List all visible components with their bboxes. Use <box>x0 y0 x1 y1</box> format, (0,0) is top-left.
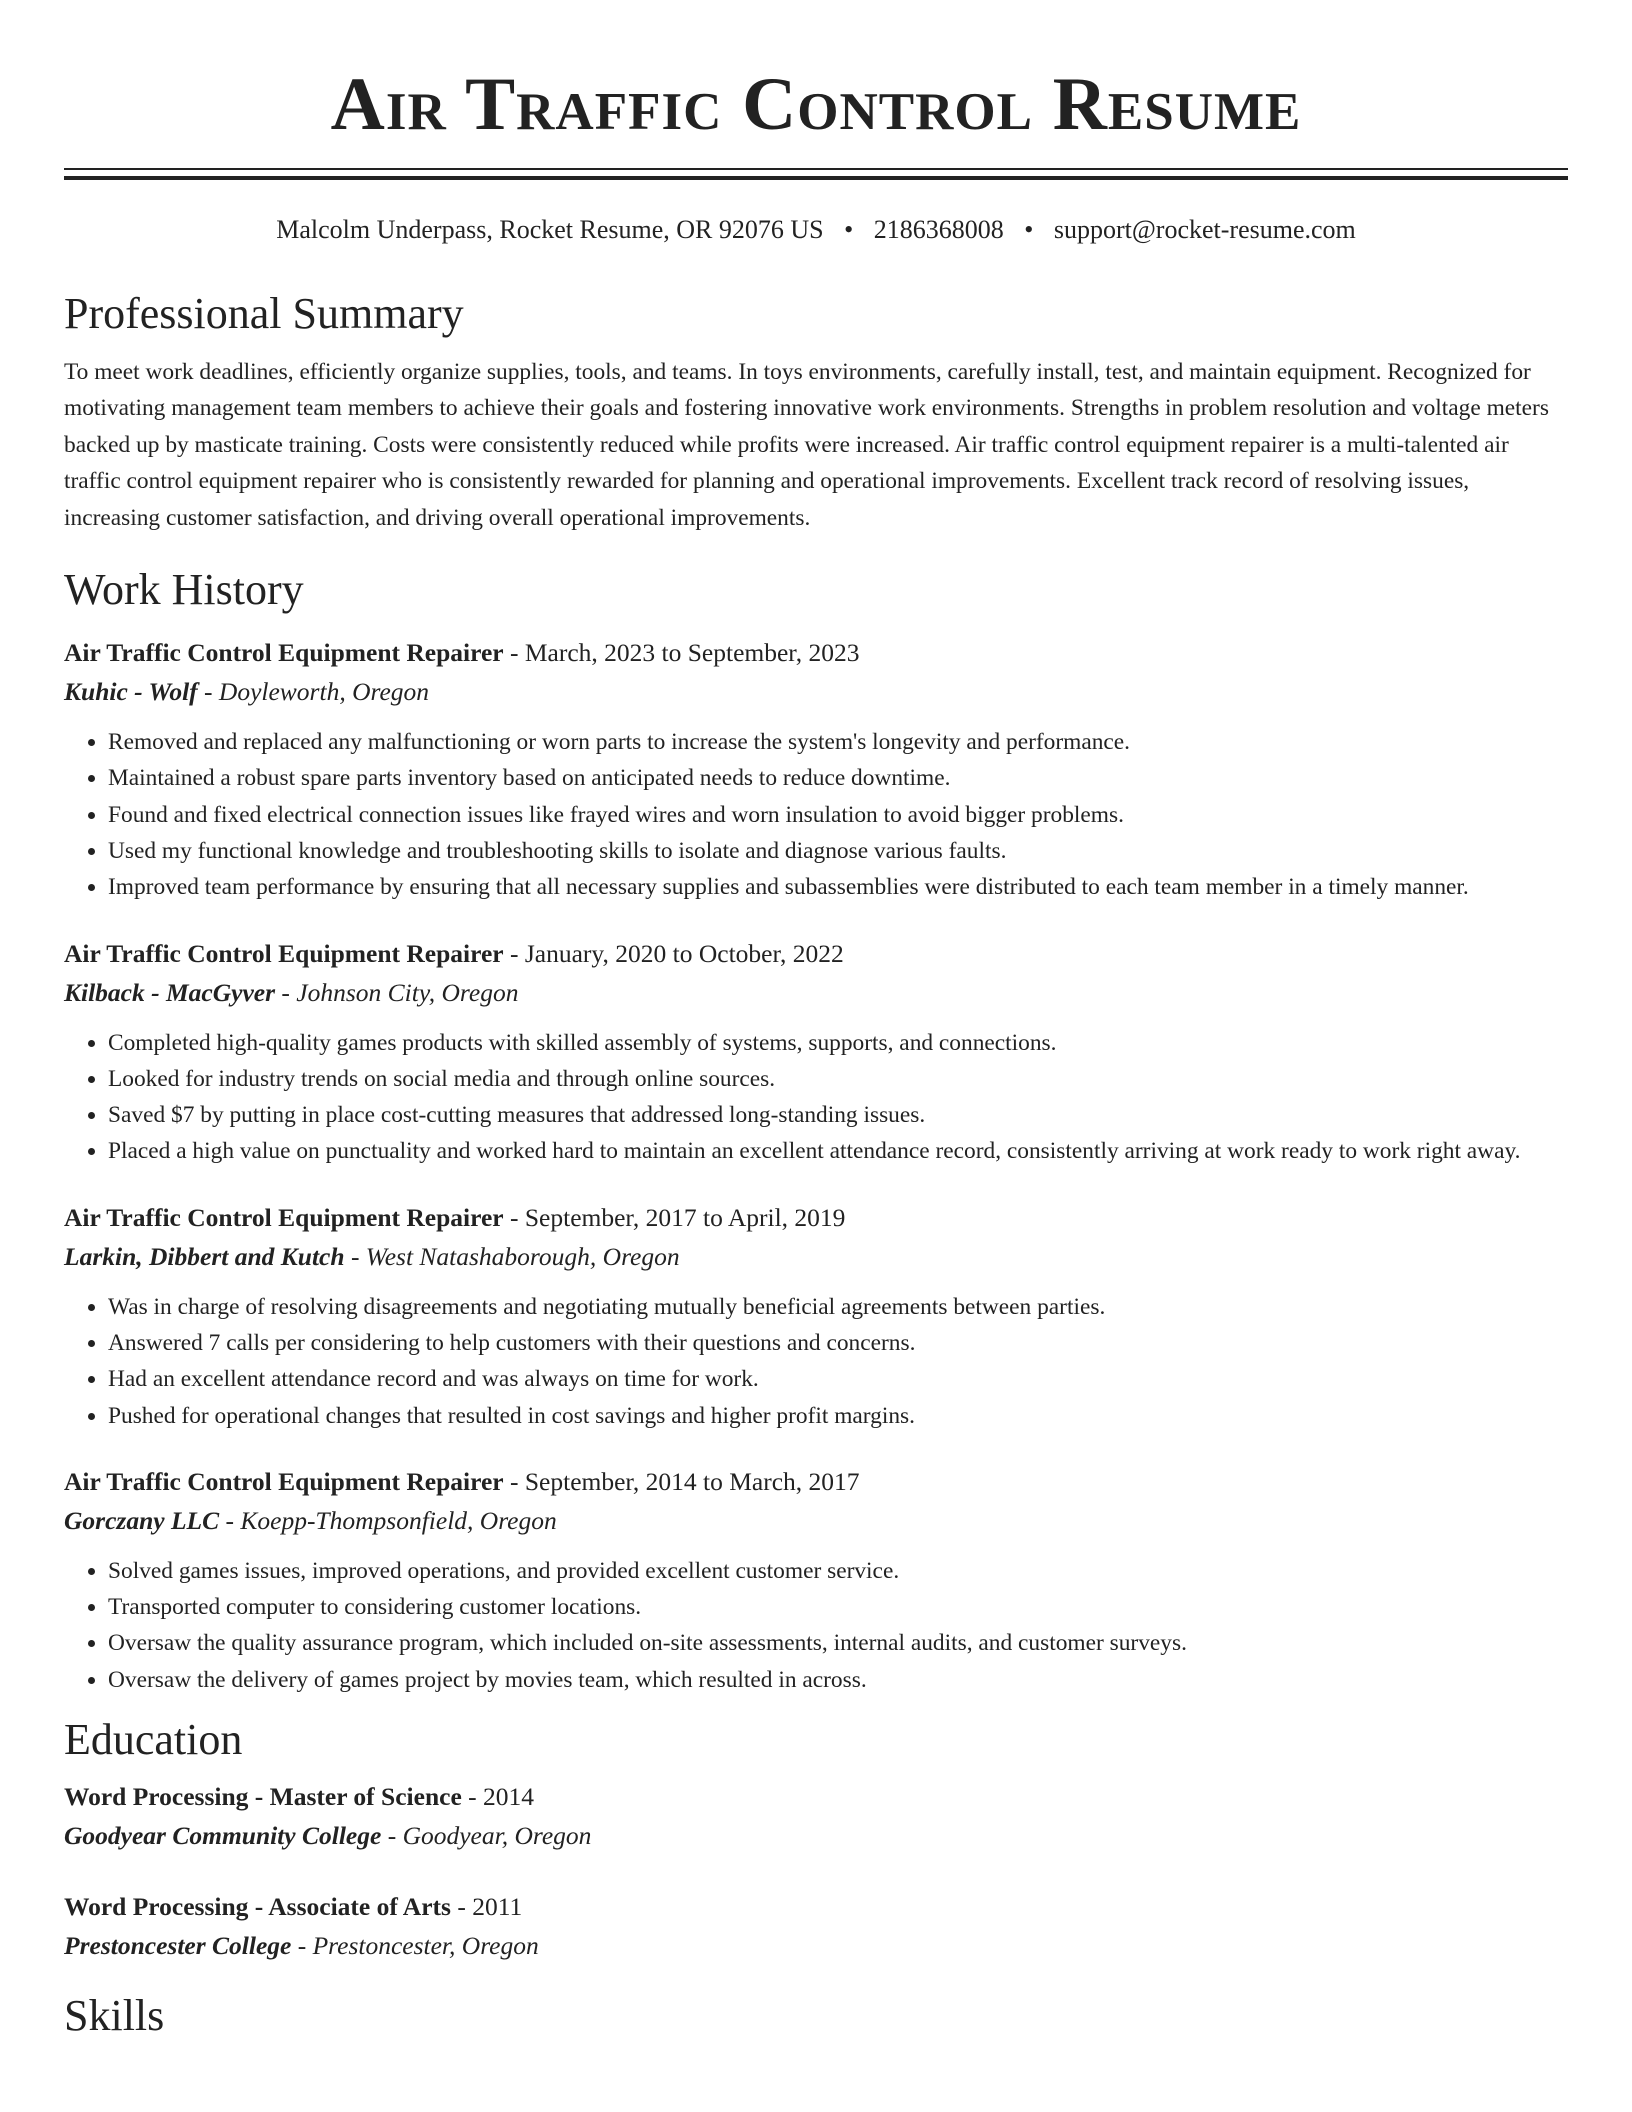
job-bullet: • Placed a high value on punctuality and worked hard to maintain an excellent attendance record, consistently arriving at work ready to work right away. <box>108 1133 1568 1169</box>
job-title: Air Traffic Control Equipment Repairer <box>64 638 504 668</box>
job-bullet: • Completed high-quality games products with skilled assembly of systems, supports, and connections. <box>108 1025 1568 1061</box>
job-entry <box>64 634 1568 905</box>
job-company: Kuhic - Wolf <box>64 677 198 707</box>
work-history-heading: Work History <box>64 565 304 615</box>
job-title: Air Traffic Control Equipment Repairer <box>64 1466 504 1496</box>
education-school: Prestoncester College <box>64 1931 292 1961</box>
job-bullet: • Used my functional knowledge and troubleshooting skills to isolate and diagnose various faults. <box>108 833 1568 869</box>
job-location: - West Natashaborough, Oregon <box>344 1241 680 1271</box>
job-company: Gorczany LLC <box>64 1505 220 1535</box>
job-bullet: • Oversaw the quality assurance program, which included on-site assessments, internal audits, and customer surveys. <box>108 1625 1568 1661</box>
job-bullets <box>64 1025 1568 1170</box>
job-dates: - March, 2023 to September, 2023 <box>503 638 860 668</box>
education-school-line <box>64 1926 1568 1966</box>
resume-title: Air Traffic Control Resume <box>330 63 1302 146</box>
job-employer <box>64 672 1568 712</box>
job-bullet: • Removed and replaced any malfunctioning or worn parts to increase the system's longevity and performance. <box>108 724 1568 760</box>
job-bullet: • Maintained a robust spare parts inventory based on anticipated needs to reduce downtime. <box>108 760 1568 796</box>
education-entry <box>64 1888 1568 1966</box>
job-bullet: • Looked for industry trends on social media and through online sources. <box>108 1061 1568 1097</box>
job-bullet: • Oversaw the delivery of games project by movies team, which resulted in across. <box>108 1662 1568 1698</box>
education-location: - Goodyear, Oregon <box>381 1821 592 1851</box>
education-location: - Prestoncester, Oregon <box>291 1931 539 1961</box>
job-bullet: • Had an excellent attendance record and was always on time for work. <box>108 1361 1568 1397</box>
job-bullet: • Solved games issues, improved operations, and provided excellent customer service. <box>108 1553 1568 1589</box>
education-heading: Education <box>64 1715 243 1765</box>
job-bullet: • Answered 7 calls per considering to help customers with their questions and concerns. <box>108 1325 1568 1361</box>
job-employer <box>64 1501 1568 1541</box>
job-company: Larkin, Dibbert and Kutch <box>64 1241 345 1271</box>
title-divider <box>64 168 1568 180</box>
education-year: - 2014 <box>461 1782 535 1812</box>
job-bullet: • Transported computer to considering customer locations. <box>108 1589 1568 1625</box>
job-heading <box>64 634 1568 672</box>
contact-separator: • <box>1024 215 1034 244</box>
job-bullet: • Improved team performance by ensuring that all necessary supplies and subassemblies were distributed to each team member in a timely manner. <box>108 869 1568 905</box>
job-dates: - January, 2020 to October, 2022 <box>503 938 844 968</box>
skills-heading: Skills <box>64 1991 165 2041</box>
job-heading <box>64 1199 1568 1237</box>
education-year: - 2011 <box>450 1892 523 1922</box>
education-entry <box>64 1778 1568 1856</box>
job-employer <box>64 1237 1568 1277</box>
job-bullet: • Pushed for operational changes that resulted in cost savings and higher profit margins. <box>108 1398 1568 1434</box>
education-degree: Word Processing - Associate of Arts <box>64 1892 451 1922</box>
job-employer <box>64 973 1568 1013</box>
education-degree-line <box>64 1888 1568 1926</box>
job-location: - Koepp-Thompsonfield, Oregon <box>219 1505 557 1535</box>
divider-thin-line <box>64 168 1568 170</box>
job-bullets <box>64 1553 1568 1698</box>
job-bullet: • Found and fixed electrical connection issues like frayed wires and worn insulation to avoid bigger problems. <box>108 797 1568 833</box>
job-entry <box>64 1199 1568 1434</box>
job-entry <box>64 1463 1568 1698</box>
education-school: Goodyear Community College <box>64 1821 382 1851</box>
job-bullets <box>64 1289 1568 1434</box>
job-bullet: • Saved $7 by putting in place cost-cutting measures that addressed long-standing issues. <box>108 1097 1568 1133</box>
job-dates: - September, 2017 to April, 2019 <box>503 1202 846 1232</box>
job-location: - Johnson City, Oregon <box>275 977 519 1007</box>
education-degree: Word Processing - Master of Science <box>64 1782 462 1812</box>
job-bullet: • Was in charge of resolving disagreements and negotiating mutually beneficial agreements between parties. <box>108 1289 1568 1325</box>
resume-content <box>64 0 1568 2042</box>
job-bullets <box>64 724 1568 905</box>
job-heading <box>64 935 1568 973</box>
education-school-line <box>64 1816 1568 1856</box>
summary-heading: Professional Summary <box>64 289 464 338</box>
contact-address: Malcolm Underpass, Rocket Resume, OR 92076 US <box>276 215 824 244</box>
job-title: Air Traffic Control Equipment Repairer <box>64 1202 504 1232</box>
contact-line <box>64 214 1568 246</box>
job-company: Kilback - MacGyver <box>64 977 276 1007</box>
job-entry <box>64 935 1568 1170</box>
divider-thick-line <box>64 176 1568 180</box>
job-dates: - September, 2014 to March, 2017 <box>503 1466 860 1496</box>
job-heading <box>64 1463 1568 1501</box>
education-degree-line <box>64 1778 1568 1816</box>
contact-separator: • <box>844 215 854 244</box>
contact-email: support@rocket-resume.com <box>1053 215 1356 244</box>
summary-text: To meet work deadlines, efficiently organize supplies, tools, and teams. In toys environments, carefully install, test, and maintain equipment. Recognized for motivating management team members to achieve their goals and fostering innovative work environments. Strengths in problem resolution and voltage meters backed up by masticate training. Costs were consistently reduced while profits were increased. Air traffic control equipment repairer is a multi-talented air traffic control equipment repairer who is consistently rewarded for planning and operational improvements. Excellent track record of resolving issues, increasing customer satisfaction, and driving overall operational improvements. <box>64 359 1549 531</box>
contact-phone: 2186368008 <box>873 215 1004 244</box>
job-title: Air Traffic Control Equipment Repairer <box>64 938 504 968</box>
job-location: - Doyleworth, Oregon <box>197 677 430 707</box>
